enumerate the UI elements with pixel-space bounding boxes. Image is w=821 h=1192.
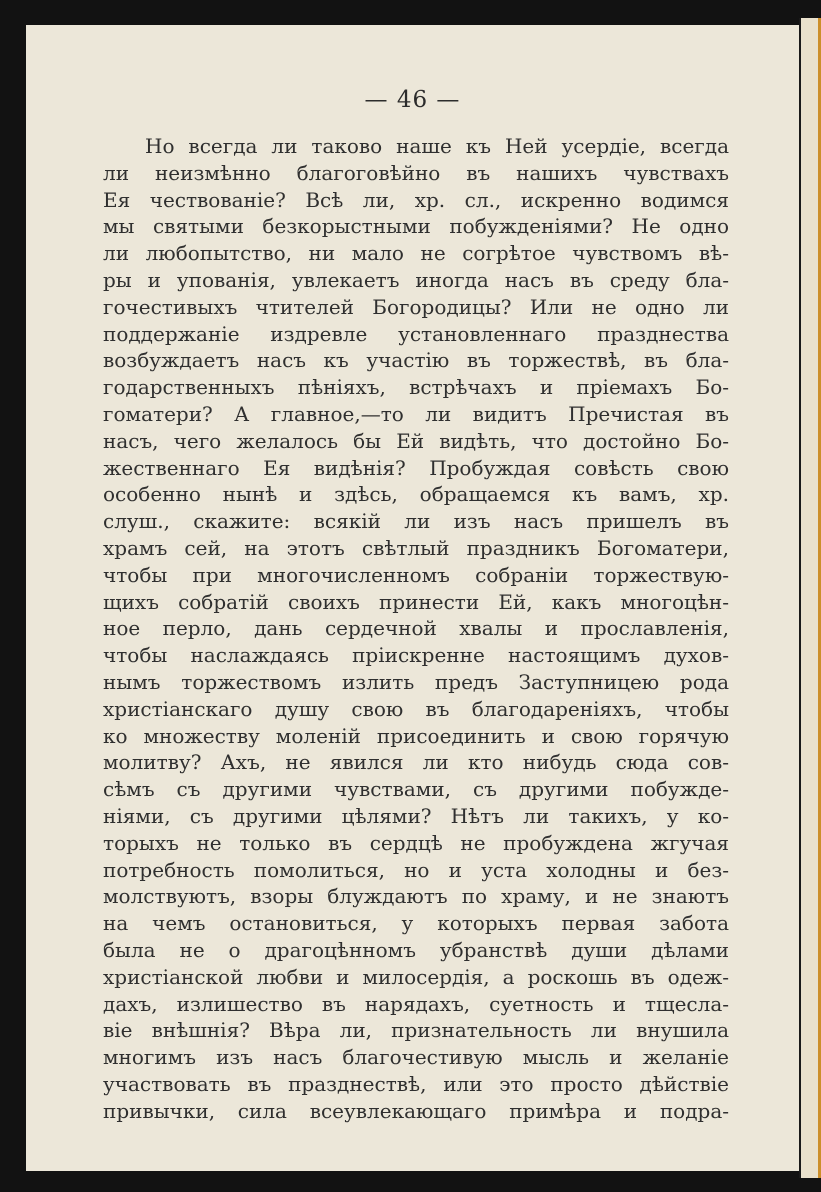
text-line: храмъ сей, на этотъ свѣтлый праздникъ Богоматери, — [103, 535, 729, 560]
text-line: возбуждаетъ насъ къ участію въ торжествѣ, въ бла- — [103, 348, 729, 373]
text-line: жественнаго Ея видѣнія? Пробуждая совѣсть свою — [103, 455, 729, 480]
book-page — [26, 25, 799, 1171]
text-line: мы святыми безкорыстными побужденіями? Не одно — [103, 214, 729, 239]
text-line: торыхъ не только въ сердцѣ не пробуждена жгучая — [103, 830, 729, 855]
text-line: многимъ изъ насъ благочестивую мысль и желаніе — [103, 1045, 729, 1070]
text-line: потребность помолиться, но и уста холодны и без- — [103, 857, 729, 882]
text-line: ли любопытство, ни мало не согрѣтое чувствомъ вѣ- — [103, 241, 729, 266]
text-line: сѣмъ съ другими чувствами, съ другими побужде- — [103, 777, 729, 802]
text-line: христіанской любви и милосердія, а роскошь въ одеж- — [103, 964, 729, 989]
text-line: христіанскаго душу свою въ благодареніяхъ, чтобы — [103, 696, 729, 721]
text-line: щихъ собратій своихъ принести Ей, какъ многоцѣн- — [103, 589, 729, 614]
text-line: чтобы наслаждаясь пріискренне настоящимъ духов- — [103, 643, 729, 668]
text-line: ніями, съ другими цѣлями? Нѣтъ ли такихъ, у ко- — [103, 803, 729, 828]
text-line: нымъ торжествомъ излить предъ Заступницею рода — [103, 669, 729, 694]
text-line: молствуютъ, взоры блуждаютъ по храму, и не знаютъ — [103, 884, 729, 909]
text-line: гоматери? А главное,—то ли видитъ Пречистая въ — [103, 401, 729, 426]
text-line: годарственныхъ пѣніяхъ, встрѣчахъ и пріемахъ Бо- — [103, 375, 729, 400]
adjacent-page-edge — [799, 18, 821, 1178]
text-line: участвовать въ празднествѣ, или это просто дѣйствіе — [103, 1071, 729, 1096]
text-line: особенно нынѣ и здѣсь, обращаемся къ вамъ, хр. — [103, 482, 729, 507]
page-number: — 46 — — [364, 87, 461, 113]
text-line: Ея чествованіе? Всѣ ли, хр. сл., искренно водимся — [103, 187, 729, 212]
text-line: поддержаніе издревле установленнаго празднества — [103, 321, 729, 346]
text-line: молитву? Ахъ, не явился ли кто нибудь сюда сов- — [103, 750, 729, 775]
body-text — [103, 133, 729, 1124]
text-line: гочестивыхъ чтителей Богородицы? Или не одно ли — [103, 294, 729, 319]
text-line: ко множеству моленій присоединить и свою горячую — [103, 723, 729, 748]
text-line: привычки, сила всеувлекающаго примѣра и подра- — [103, 1098, 729, 1123]
text-line: насъ, чего желалось бы Ей видѣть, что достойно Бо- — [103, 428, 729, 453]
text-line: чтобы при многочисленномъ собраніи торжествую- — [103, 562, 729, 587]
text-line: на чемъ остановиться, у которыхъ первая забота — [103, 911, 729, 936]
text-line: слуш., скажите: всякій ли изъ насъ пришелъ въ — [103, 509, 729, 534]
text-line: ли неизмѣнно благоговѣйно въ нашихъ чувствахъ — [103, 160, 729, 185]
text-line: дахъ, излишество въ нарядахъ, суетность и тщесла- — [103, 991, 729, 1016]
text-line: віе внѣшнія? Вѣра ли, признательность ли внушила — [103, 1018, 729, 1043]
text-line: ное перло, дань сердечной хвалы и прославленія, — [103, 616, 729, 641]
text-line: была не о драгоцѣнномъ убранствѣ души дѣлами — [103, 937, 729, 962]
text-line: ры и упованія, увлекаетъ иногда насъ въ среду бла- — [103, 267, 729, 292]
text-line: Но всегда ли таково наше къ Ней усердіе, всегда — [145, 134, 729, 158]
